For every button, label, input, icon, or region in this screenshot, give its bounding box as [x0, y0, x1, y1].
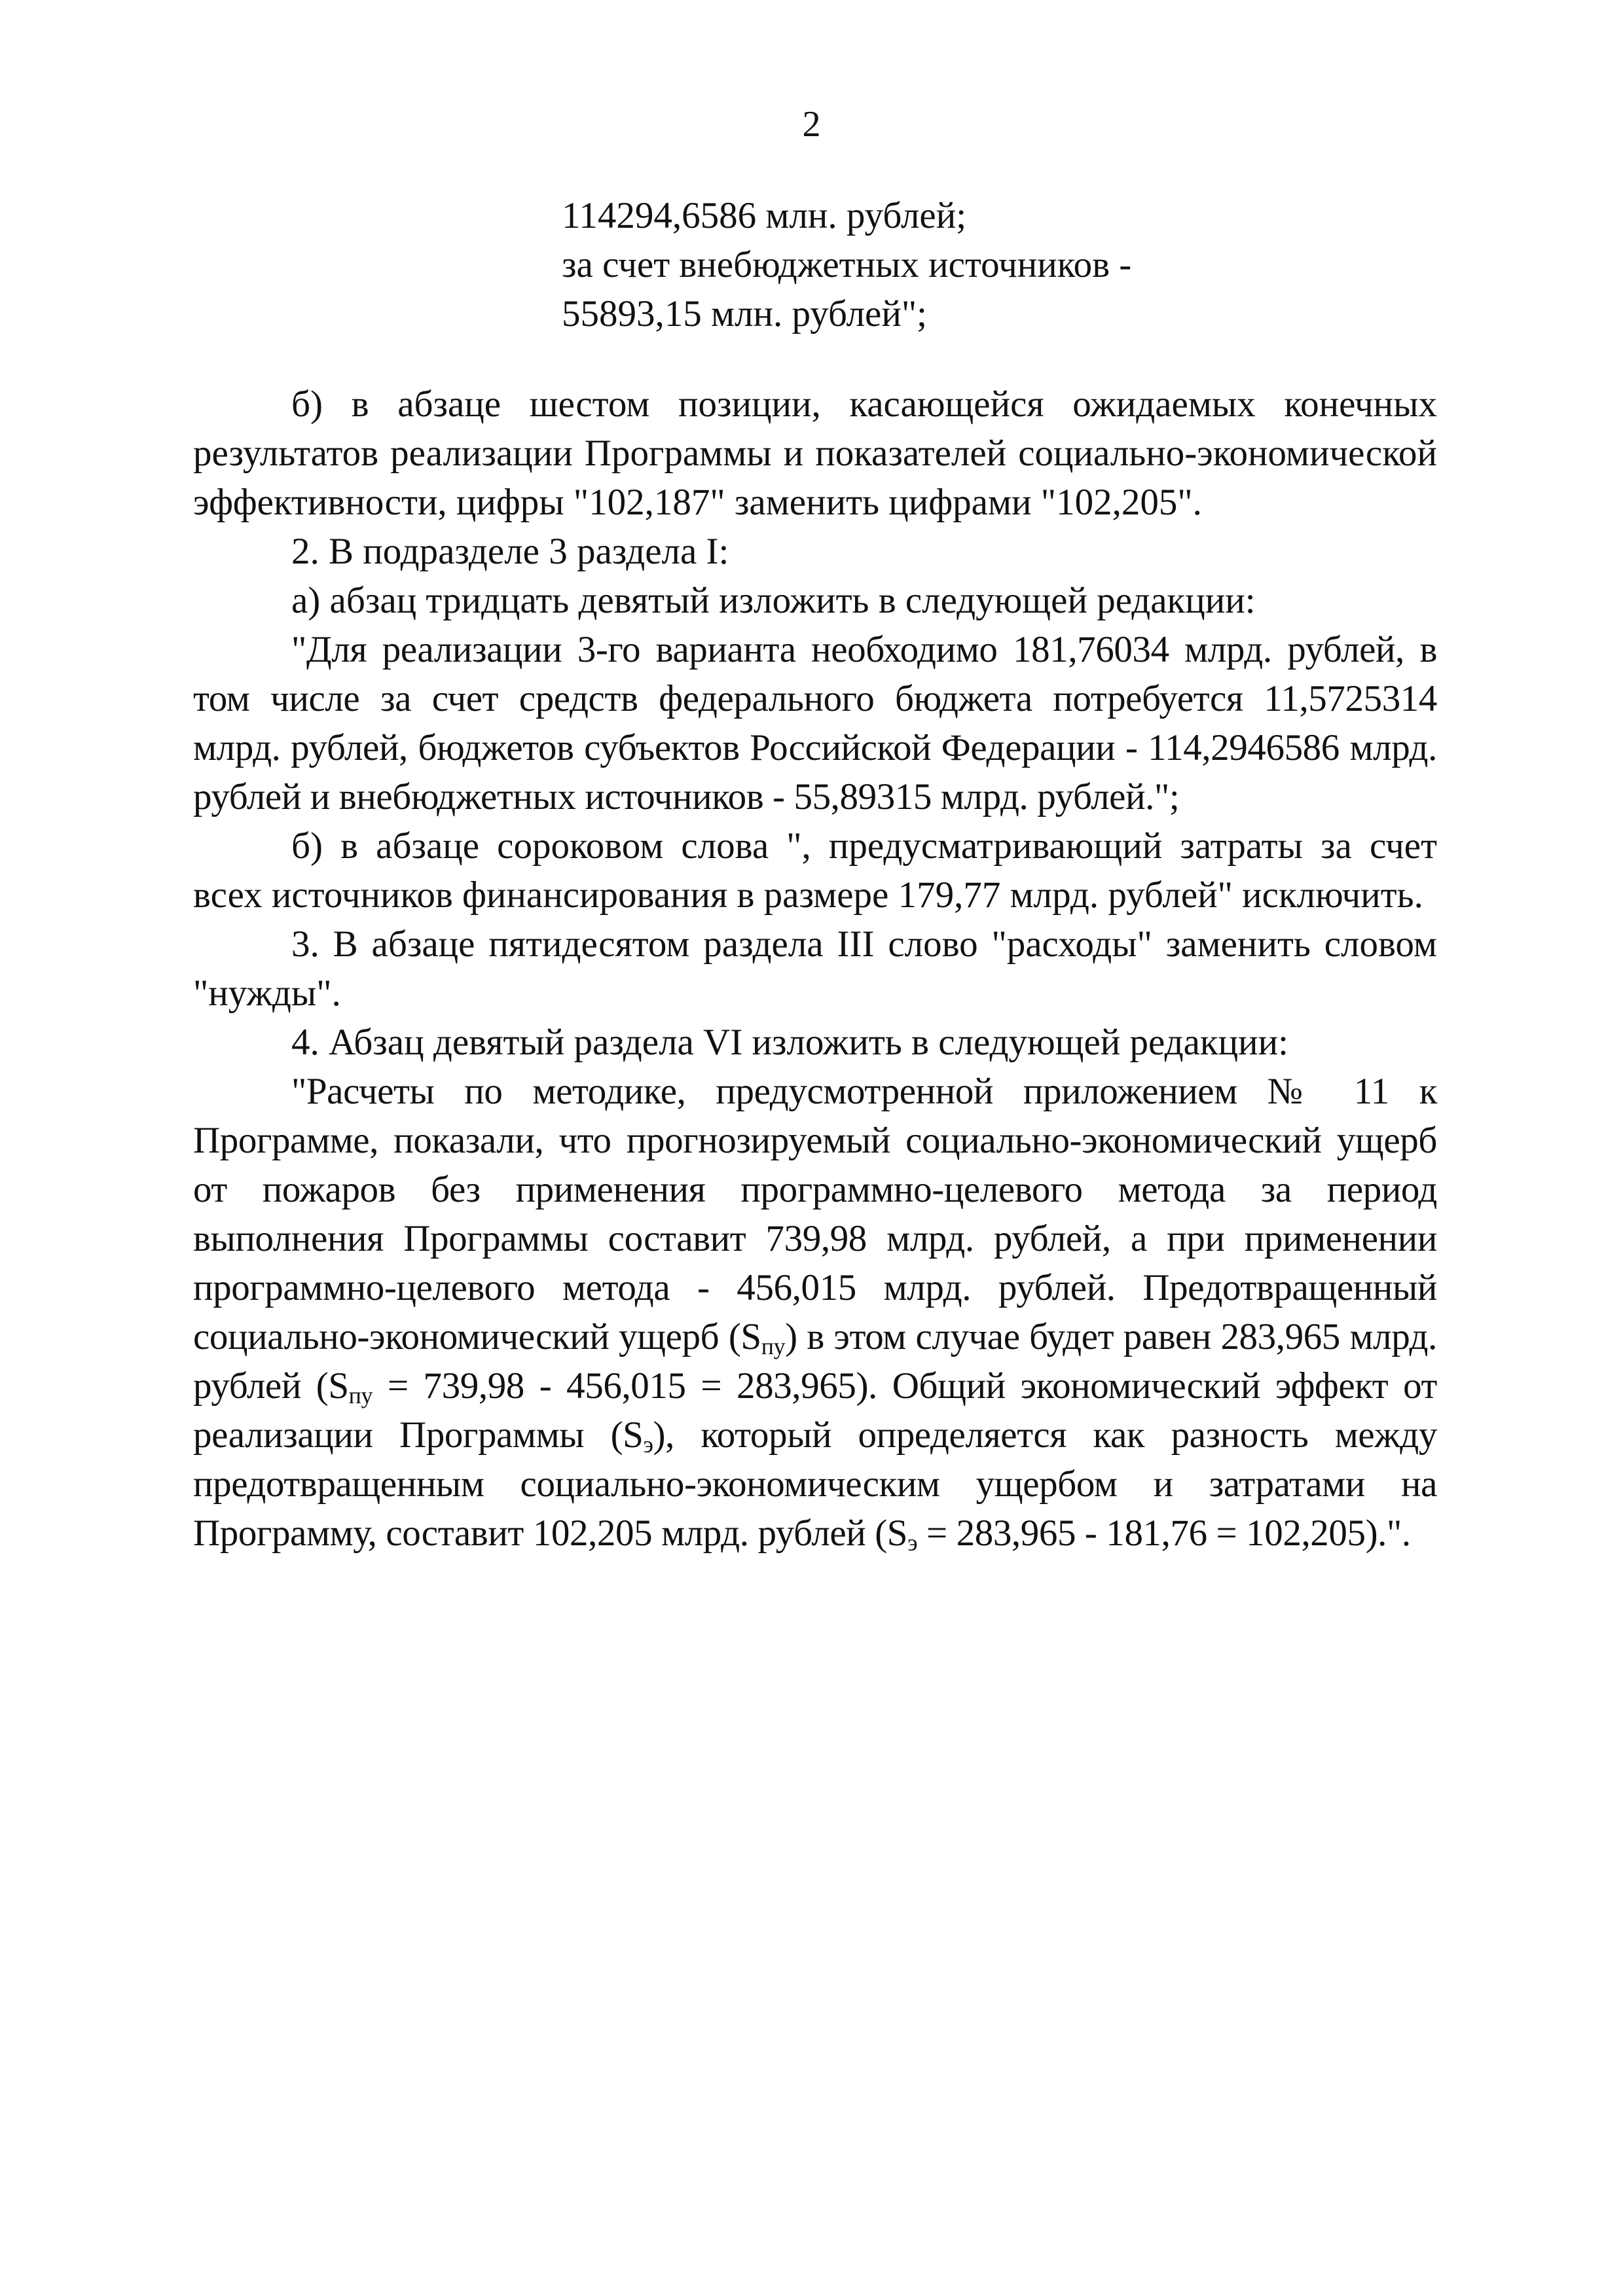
continuation-line-2: за счет внебюджетных источников -	[562, 244, 1132, 285]
continuation-line-1: 114294,6586 млн. рублей;	[562, 195, 967, 236]
calc-text-5: = 283,965 - 181,76 = 102,205).".	[917, 1513, 1411, 1554]
document-body	[193, 380, 1437, 1558]
subscript-e-1: э	[643, 1431, 653, 1458]
calc-text-1: "Расчеты по методике, предусмотренной приложением № 11 к Программе, показали, что прогнозируемый социально-экономический ущерб от пожаров без применения программно-целевого метода за период выполнения Программы составит 739,98 млрд. рублей, а при применении программно-целевого метода - 456,015 млрд. рублей. Предотвращенный социально-экономический ущерб (S	[193, 1071, 1437, 1357]
paragraph-item-2b: б) в абзаце сороковом слова ", предусматривающий затраты за счет всех источников финансирования в размере 179,77 млрд. рублей" исключить.	[193, 825, 1437, 916]
paragraph-item-4: 4. Абзац девятый раздела VI изложить в следующей редакции:	[291, 1022, 1288, 1063]
calc-text-4: ), который определяется как разность между предотвращенным социально-экономическим ущербом и затратами на Программу, составит 102,205 млрд. рублей (S	[193, 1414, 1437, 1554]
continuation-line-3: 55893,15 млн. рублей";	[562, 293, 927, 334]
paragraph-quote-calculations	[193, 1067, 1437, 1558]
page-number: 2	[802, 104, 821, 145]
paragraph-item-3: 3. В абзаце пятидесятом раздела III слово "расходы" заменить словом "нужды".	[193, 924, 1437, 1014]
subscript-e-2: э	[907, 1530, 918, 1556]
subscript-pu-2: пу	[348, 1382, 373, 1408]
paragraph-item-b-sixth: б) в абзаце шестом позиции, касающейся ожидаемых конечных результатов реализации Программы и показателей социально-экономической эффективности, цифры "102,187" заменить цифрами "102,205".	[193, 384, 1437, 523]
paragraph-item-2a: а) абзац тридцать девятый изложить в следующей редакции:	[291, 580, 1256, 621]
continuation-block	[562, 191, 1478, 338]
subscript-pu-1: пу	[761, 1333, 786, 1359]
paragraph-item-2: 2. В подразделе 3 раздела I:	[291, 531, 729, 572]
paragraph-quote-option-3: "Для реализации 3-го варианта необходимо 181,76034 млрд. рублей, в том числе за счет средств федерального бюджета потребуется 11,5725314 млрд. рублей, бюджетов субъектов Российской Федерации - 114,2946586 млрд. рублей и внебюджетных источников - 55,89315 млрд. рублей.";	[193, 629, 1437, 817]
calc-text-3: = 739,98 - 456,015 = 283,965). Общий экономический эффект от реализации Программы (S	[193, 1365, 1437, 1456]
calc-text-2: ) в этом случае будет равен 283,965 млрд. рублей (S	[193, 1316, 1437, 1407]
